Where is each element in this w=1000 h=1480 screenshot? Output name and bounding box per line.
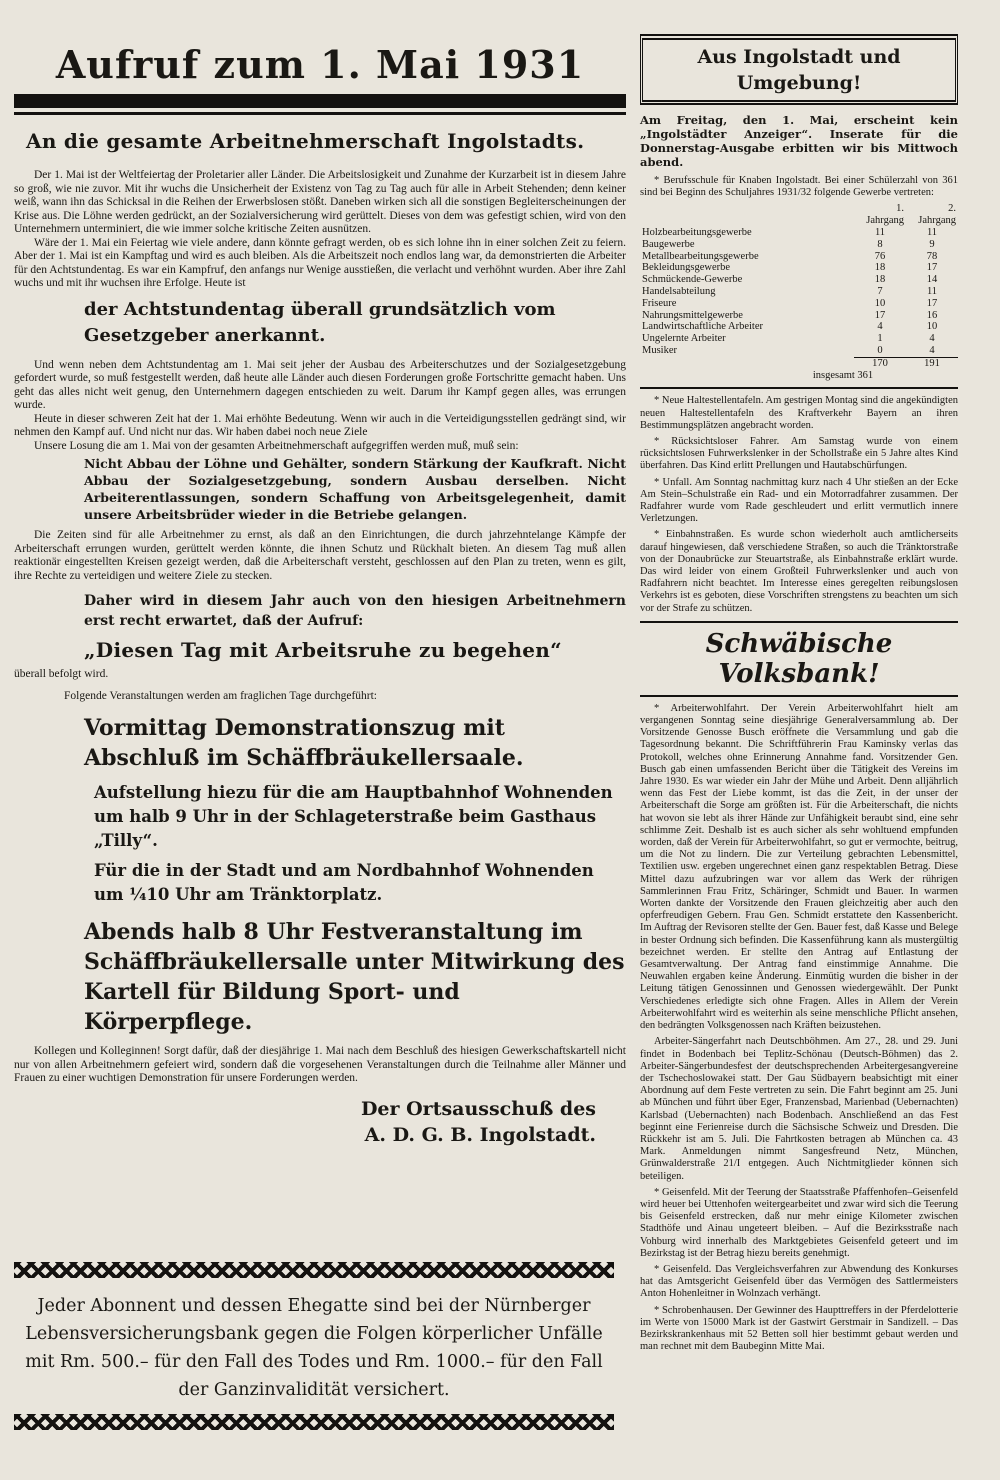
right-column [640, 34, 958, 1357]
row-value: 0 [877, 344, 883, 356]
row-value: 4 [929, 344, 935, 356]
handwritten-heading: Schwäbische Volksbank! [705, 628, 893, 689]
row-value: 4 [877, 321, 883, 333]
local-news-header [640, 34, 958, 105]
news-geisenfeld-2: * Geisenfeld. Das Vergleichsverfahren zur Abwendung des Konkurses hat das Amtsgericht Geisenfeld über das Vermögen des Sattlermeisters Anton Hohenleitner in Wolnzach verhängt. [640, 1263, 958, 1300]
left-column [14, 34, 626, 1148]
row-label: Ungelernte Arbeiter [642, 333, 726, 345]
table-row [640, 310, 958, 322]
table-total-row [640, 357, 958, 369]
row-label: Baugewerbe [642, 238, 695, 250]
row-value: 11 [926, 285, 938, 297]
table-row [640, 227, 958, 239]
row-value: 11 [926, 227, 938, 238]
row-label: Bekleidungsgewerbe [642, 262, 731, 274]
ad-text: Jeder Abonnent und dessen Ehegatte sind bei der Nürnberger Lebensversicherungsbank gegen die Folgen körperlicher Unfälle mit Rm. 500.– für den Fall des Todes und Rm. 1000.– für den Fall der Ganzinvalidität versichert. [25, 1296, 603, 1400]
row-value: 16 [926, 309, 938, 321]
total-a: 170 [854, 357, 906, 369]
news-haltestellen: * Neue Haltestellentafeln. Am gestrigen Montag sind die angekündigten neuen Haltestellentafeln des Kraftverkehr Bayern an ihren Bestimmungsplätzen angebracht worden. [640, 395, 958, 431]
school-intro: * Berufsschule für Knaben Ingolstadt. Bei einer Schülerzahl von 361 sind bei Beginn des Schuljahres 1931/32 folgende Gewerbe vertreten: [640, 175, 958, 199]
news-saengerfahrt: Arbeiter-Sängerfahrt nach Deutschböhmen. Am 27., 28. und 29. Juni findet in Bodenbach bei Teplitz-Schönau (Deutsch-Böhmen) das 2. Arbeiter-Sängerbundesfest der deutschsprechenden Arbeitergesangvereine der Tschechoslowakei statt. Der Gau Südbayern beabsichtigt mit einer Abordnung auf dem Feste vertreten zu sein. Die Fahrt beginnt am 25. Juni ab München und führt über Eger, Franzensbad, Marienbad (Uebernachten) Karlsbad (Uebernachten) nach Bodenbach. Anschließend an das Fest beginnt eine Ferienreise durch die Sächsische Schweiz und Dresden. Die Rückkehr ist am 5. Juli. Die Fahrtkosten betragen ab München ca. 43 Mark. Anmeldungen nimmt Sangesfreund Netz, München, Grünwalderstraße 21/I entgegen. Auch Nichtmitglieder können sich beteiligen. [640, 1036, 958, 1182]
row-label: Friseure [642, 297, 677, 309]
table-row [640, 345, 958, 357]
paragraph-6: Die Zeiten sind für alle Arbeitnehmer zu ernst, als daß an den Einrichtungen, die durch jahrzehntelange Kämpfe der Arbeiterschaft errungen wurden, gerüttelt werden könnte, die ihnen Schutz und Rückhalt bieten. An diesem Tag muß allen reaktionär eingestellten Kreisen gezeigt werden, daß die Arbeiterschaft versteht, geschlossen auf den Plan zu treten, wenn es gilt, ihre Rechte zu verteidigen und weitere Ziele zu stecken. [14, 529, 626, 582]
demands-block: Nicht Abbau der Löhne und Gehälter, sondern Stärkung der Kaufkraft. Nicht Abbau der Sozialgesetzgebung, sondern Ausbau derselben. Nicht Arbeiterentlassungen, sondern Schaffung von Arbeitsgelegenheit, damit unsere Arbeitsbrüder wieder in die Betriebe gelangen. [84, 456, 626, 522]
paragraph-7: überall befolgt wird. [14, 668, 109, 680]
table-row [640, 321, 958, 333]
row-value: 7 [877, 285, 883, 297]
row-value: 17 [926, 262, 938, 274]
table-row [640, 298, 958, 310]
signature-line-1: Der Ortsausschuß des [360, 1097, 596, 1120]
row-value: 78 [926, 250, 938, 262]
row-value: 11 [874, 227, 886, 238]
row-value: 4 [929, 333, 935, 345]
paragraph-3: Und wenn neben dem Achtstundentag am 1. Mai seit jeher der Ausbau des Arbeiterschutzes und der Sozialgesetzgebung gefordert wurde, so muß festgestellt werden, daß heute alle Länder auch diesen Forderungen große Fortschritte gemacht haben. Uns geht das alles nicht weit genug, den Unternehmern dagegen entschieden zu weit. Darum ihr Kampf gegen alles, was errungen wurde. [14, 358, 626, 411]
total-b: 191 [906, 357, 958, 369]
row-value: 8 [877, 238, 883, 250]
event-assembly-nordbahnhof: Für die in der Stadt und am Nordbahnhof Wohnenden um ¼10 Uhr am Tränktorplatz. [94, 861, 594, 904]
school-table-body [640, 227, 958, 357]
row-label: Holzbearbeitungsgewerbe [642, 227, 752, 238]
news-einbahnstrassen: * Einbahnstraßen. Es wurde schon wiederholt auch amtlicherseits darauf hingewiesen, daß verschiedene Straßen, so auch die Tränktorstraße von der Donaubrücke zur Steuartstraße, als Einbahnstraße erklärt wurde. Das wird leider von einem Großteil Fuhrwerkslenker und auch von Radfahrern nicht beachtet. Im Interesse eines geregelten reibungslosen Verkehrs ist es geboten, diese Vorschriften strengstens zu beachten um sich vor der Strafe zu schützen. [640, 529, 958, 614]
table-row [640, 251, 958, 263]
slogan-banner: „Diesen Tag mit Arbeitsruhe zu begehen“ [84, 638, 562, 662]
col-header-2: 2. Jahrgang [918, 203, 956, 227]
local-news-title: Aus Ingolstadt und Umgebung! [697, 46, 901, 94]
row-value: 17 [874, 309, 886, 321]
row-value: 10 [874, 297, 886, 309]
school-table [640, 203, 958, 381]
divider [640, 387, 958, 389]
table-row [640, 333, 958, 345]
title-rule-thick [14, 94, 626, 108]
row-label: Handelsabteilung [642, 285, 716, 297]
highlight-achtstundentag: der Achtstundentag überall grundsätzlich vom Gesetzgeber anerkannt. [84, 298, 556, 346]
news-arbeiterwohlfahrt: * Arbeiterwohlfahrt. Der Verein Arbeiterwohlfahrt hielt am vergangenen Sonntag seine diesjährige Generalversammlung ab. Der Vorsitzende Genosse Busch eröffnete die Versammlung und gab die Tagesordnung bekannt. Die Schriftführerin Frau Kaminsky verlas das Protokoll, welches ohne Erinnerung Annahme fand. Vorsitzender Gen. Busch gab einen umfassenden Bericht über die Tätigkeit des Vereins im Jahre 1930. Es war wieder ein Jahr der Mühe und Arbeit. Denn alljährlich wenn das Fest der Liebe kommt, ist das die Zeit, in der unser der Arbeiterschaft die Sorge am größten ist. Für die Arbeiterschaft, die nichts hat wovon sie lebt als ihrer Hände zur Unfähigkeit beraubt sind, eine sehr schlimme Zeit. Deshalb ist es auch sicher als sehr wohltuend empfunden worden, daß der Verein für Arbeiterwohlfahrt, so gut er vermochte, beitrug, um die Not zu lindern. Die zur Verteilung gebrachten Lebensmittel, Textilien usw. ergeben ungerechnet einen ganz respektablen Betrag. Diese Mittel dazu aufzubringen war vor allem das Werk der rührigen Sammlerinnen Frau Fritz, Schäringer, Schmidt und Bauer. In warmen Worten dankte der Vorsitzende den Frauen gleichzeitig aber auch den opferfreudigen Gebern. Frau Gen. Schmidt erstattete den Kassenbericht. Im Auftrag der Revisoren stellte der Gen. Bauer fest, daß Kasse und Belege in bester Ordnung sich befinden. Die Kassenführung kann als mustergültig bezeichnet werden. Er stellte den Antrag auf Entlastung der Gesamtverwaltung. Der Antrag fand einstimmige Annahme. Die Neuwahlen ergaben keine Änderung. Einmütig wurden die bisher in der Leitung tätigen Genossinnen und Genossen wiedergewählt. Der Punkt Verschiedenes erledigte sich ohne Fragen. Alles in Allem der Verein Arbeiterwohlfahrt wird es weiterhin als seine menschliche Pflicht ansehen, den bedrängten Volksgenossen nach Kräften beizustehen. [640, 702, 958, 1032]
row-value: 18 [874, 274, 886, 286]
row-label: Musiker [642, 345, 677, 357]
paragraph-8: Folgende Veranstaltungen werden am fraglichen Tage durchgeführt: [64, 689, 377, 702]
row-label: Schmückende-Gewerbe [642, 274, 743, 286]
table-header-row [640, 203, 958, 227]
subtitle: An die gesamte Arbeitnehmerschaft Ingolstadts. [26, 129, 585, 153]
table-row [640, 262, 958, 274]
total-label: insgesamt 361 [812, 369, 874, 381]
paragraph-5: Unsere Losung die am 1. Mai von der gesamten Arbeitnehmerschaft aufgegriffen werden muß, muß sein: [34, 439, 519, 452]
ad-border-bottom [14, 1414, 614, 1430]
news-fahrer: * Rücksichtsloser Fahrer. Am Samstag wurde von einem rücksichtslosen Fuhrwerkslenker in der Schollstraße ein 5 Jahre altes Kind überfahren. Das Kind erlitt Prellungen und Hautabschürfungen. [640, 435, 958, 472]
page-title: Aufruf zum 1. Mai 1931 [55, 42, 585, 87]
event-morning: Vormittag Demonstrationszug mit Abschluß im Schäffbräukellersaale. [84, 715, 524, 771]
row-label: Metallbearbeitungsgewerbe [642, 250, 759, 262]
row-value: 76 [874, 250, 886, 262]
paragraph-9: Kollegen und Kolleginnen! Sorgt dafür, daß der diesjährige 1. Mai nach dem Beschluß des hiesigen Gewerkschaftskartell nicht nur von allen Arbeitnehmern gefeiert wird, sondern daß die vorgesehenen Veranstaltungen durch die Teilnahme aller Männer und Frauen zu einer wuchtigen Demonstration für unsere Forderungen werden. [14, 1045, 626, 1084]
event-assembly-hauptbahnhof: Aufstellung hiezu für die am Hauptbahnhof Wohnenden um halb 9 Uhr in der Schlageterstraße beim Gasthaus „Tilly“. [94, 783, 613, 850]
row-value: 17 [926, 297, 938, 309]
row-label: Nahrungsmittelgewerbe [642, 309, 743, 321]
ad-border-top [14, 1262, 614, 1278]
row-value: 10 [926, 321, 938, 333]
news-geisenfeld-1: * Geisenfeld. Mit der Teerung der Staatsstraße Pfaffenhofen–Geisenfeld wird heuer bei Uttenhofen weitergearbeitet und zwar wird sich die Teerung bis Geisenfeld erstrecken, daß nur mehr einige Kilometer zwischen Stadthöfe und Ainau ungeteert bleiben. – Auf die Bezirksstraße nach Vohburg wird innerhalb des Marktgebietes Geisenfeld geteert und im Bezirkstag ist der Betrag hiezu bereits genehmigt. [640, 1186, 958, 1259]
table-row [640, 239, 958, 251]
col-header-1: 1. Jahrgang [866, 203, 904, 227]
notice-no-issue: Am Freitag, den 1. Mai, erscheint kein „Ingolstädter Anzeiger“. Inserate für die Donnerstag-Ausgabe erbitten wir bis Mittwoch abend. [640, 113, 958, 169]
paragraph-4: Heute in dieser schweren Zeit hat der 1. Mai erhöhte Bedeutung. Wenn wir auch in die Verteidigungsstellen gedrängt sind, wir nehmen den Kampf auf. Und nicht nur das. Wir haben dabei noch neue Ziele [14, 412, 626, 438]
row-value: 1 [877, 333, 883, 345]
event-evening: Abends halb 8 Uhr Festveranstaltung im Schäffbräukellersalle unter Mitwirkung des Kartell für Bildung Sport- und Körperpflege. [84, 919, 625, 1035]
title-rule-thin [14, 112, 626, 115]
row-value: 18 [874, 262, 886, 274]
row-value: 14 [926, 274, 938, 286]
news-schrobenhausen: * Schrobenhausen. Der Gewinner des Haupttreffers in der Pferdelotterie im Werte von 15000 Mark ist der Gastwirt Gerstmair in Sandizell. – Das Bezirkskrankenhaus mit 52 Betten soll hier bestimmt gebaut werden und man rechnet mit dem Baubeginn Mitte Mai. [640, 1304, 958, 1353]
row-value: 9 [929, 238, 935, 250]
paragraph-2: Wäre der 1. Mai ein Feiertag wie viele andere, dann könnte gefragt werden, ob es sich lohne ihn in einer solchen Zeit zu feiern. Aber der 1. Mai ist ein Kampftag und wird es auch bleiben. Als die Arbeitszeit noch endlos lang war, da demonstrierten die Arbeiter für den Achtstundentag. Es war ein Kampfruf, den anfangs nur Wenige ausstießen, die verlacht und verhöhnt wurden. Aber ihre Zahl wuchs und mit ihr wuchsen ihre Erfolge. Heute ist [14, 236, 626, 289]
row-label: Landwirtschaftliche Arbeiter [642, 321, 763, 333]
news-unfall: * Unfall. Am Sonntag nachmittag kurz nach 4 Uhr stießen an der Ecke Am Stein–Schulstraße ein Rad- und ein Motorradfahrer zusammen. Der Radfahrer wurde vom Rade geschleudert und erlitt vermutlich innere Verletzungen. [640, 476, 958, 525]
divider [640, 621, 958, 623]
table-row [640, 274, 958, 286]
insurance-ad [14, 1262, 614, 1442]
divider [640, 695, 958, 697]
table-row [640, 286, 958, 298]
signature-line-2: A. D. G. B. Ingolstadt. [364, 1123, 596, 1146]
paragraph-1: Der 1. Mai ist der Weltfeiertag der Proletarier aller Länder. Die Arbeitslosigkeit und Zunahme der Kurzarbeit ist in diesem Jahre so groß, wie nie zuvor. Mit ihr wuchs die Unsicherheit der Existenz von Tag zu Tag auch für alle in Arbeit Stehenden; denn keiner weiß, wann ihn das Schicksal in die Reihen der Erwerbslosen stößt. Daneben wirken sich all die sonstigen Begleiterscheinungen der Krise aus. Die Löhne werden gedrückt, an der Sozialversicherung wird gerüttelt. Dieses von dem was gefestigt schien, wird von den Unternehmern unterminiert, die wie immer solche kritische Zeiten ausnützen. [14, 169, 626, 235]
expectation-text: Daher wird in diesem Jahr auch von den hiesigen Arbeitnehmern erst recht erwartet, daß der Aufruf: [84, 593, 626, 629]
